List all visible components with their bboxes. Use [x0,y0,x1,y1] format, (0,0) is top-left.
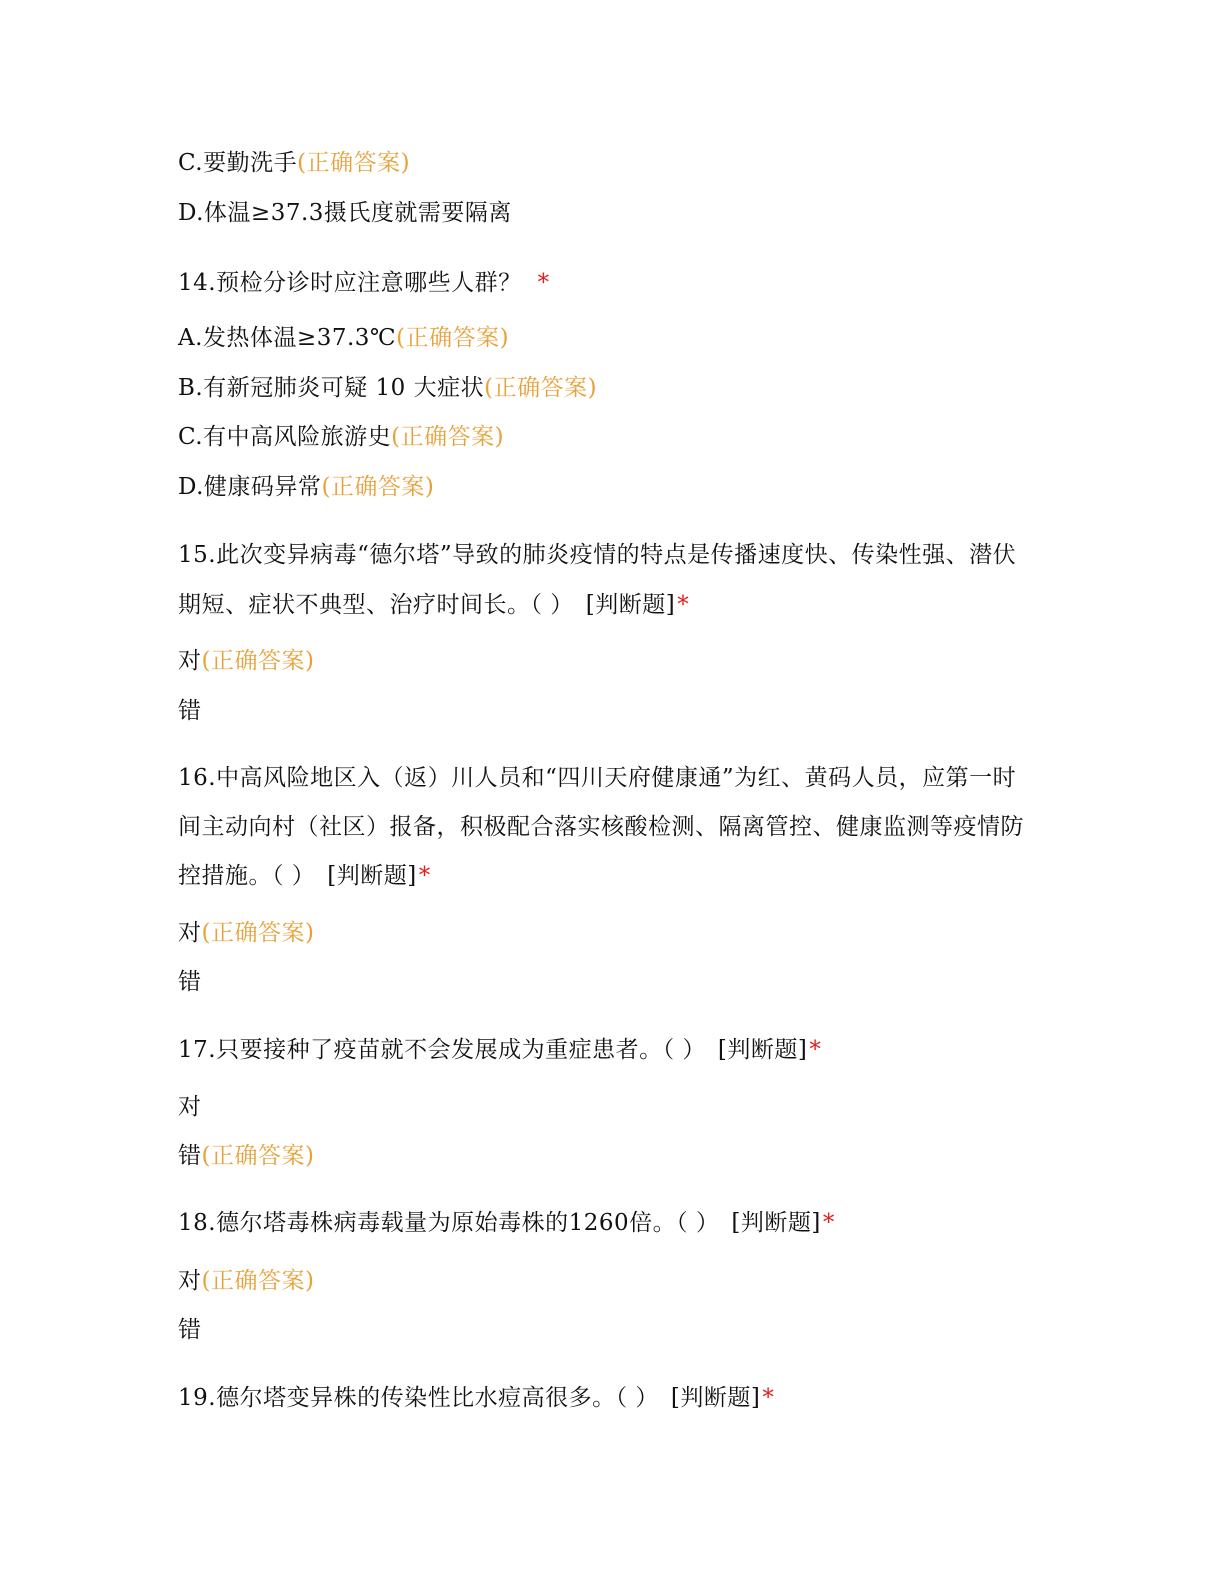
option-text: A.发热体温≥37.3℃ [178,325,397,351]
option-q14-a [178,323,509,353]
question-text: 期短、症状不典型、治疗时间长。（ ） [判断题] [178,592,676,618]
option-q17-true [178,1092,202,1122]
question-16-line-1 [178,763,1016,793]
question-text: 19.德尔塔变异株的传染性比水痘高很多。（ ） [判断题] [178,1385,761,1411]
required-mark: * [418,863,431,889]
question-text: 14.预检分诊时应注意哪些人群？ [178,270,522,296]
question-text: 15.此次变异病毒“德尔塔”导致的肺炎疫情的特点是传播速度快、传染性强、潜伏 [178,542,1017,568]
question-19 [178,1383,774,1413]
option-q18-false [178,1315,202,1345]
option-q14-d [178,472,434,502]
option-q16-false [178,967,202,997]
option-text: D.健康码异常 [178,474,322,500]
correct-answer-tag: (正确答案) [201,1268,315,1294]
option-q17-false [178,1141,314,1171]
option-q15-true [178,646,314,676]
option-q14-b [178,373,597,403]
correct-answer-tag: (正确答案) [484,375,598,401]
correct-answer-tag: (正确答案) [201,648,315,674]
option-text: 对 [178,1094,202,1120]
question-16-line-3 [178,861,431,891]
option-q13-c [178,148,410,178]
question-text: 16.中高风险地区入（返）川人员和“四川天府健康通”为红、黄码人员，应第一时 [178,765,1017,791]
option-q13-d [178,198,512,228]
correct-answer-tag: (正确答案) [297,150,411,176]
correct-answer-tag: (正确答案) [201,920,315,946]
question-14 [178,268,550,298]
question-15-line-2 [178,590,689,620]
required-mark: * [809,1037,822,1063]
correct-answer-tag: (正确答案) [396,325,510,351]
required-mark: * [762,1385,775,1411]
question-text: 间主动向村（社区）报备，积极配合落实核酸检测、隔离管控、健康监测等疫情防 [178,814,1024,840]
option-text: 错 [178,698,202,724]
question-18 [178,1208,835,1238]
required-mark: * [822,1210,835,1236]
correct-answer-tag: (正确答案) [321,474,435,500]
option-text: C.有中高风险旅游史 [178,424,392,450]
option-q14-c [178,422,504,452]
option-text: 对 [178,648,202,674]
option-text: C.要勤洗手 [178,150,298,176]
question-16-line-2 [178,812,1024,842]
correct-answer-tag: (正确答案) [201,1143,315,1169]
question-15-line-1 [178,540,1016,570]
question-text: 18.德尔塔毒株病毒载量为原始毒株的1260倍。（ ） [判断题] [178,1210,821,1236]
question-text: 控措施。（ ） [判断题] [178,863,417,889]
required-mark: * [537,270,550,296]
correct-answer-tag: (正确答案) [391,424,505,450]
option-text: D.体温≥37.3摄氏度就需要隔离 [178,200,512,226]
option-text: 对 [178,1268,202,1294]
option-text: 错 [178,969,202,995]
option-q15-false [178,696,202,726]
option-text: B.有新冠肺炎可疑 10 大症状 [178,375,485,401]
question-17 [178,1035,821,1065]
option-q16-true [178,918,314,948]
option-text: 错 [178,1317,202,1343]
option-q18-true [178,1266,314,1296]
required-mark: * [677,592,690,618]
question-text: 17.只要接种了疫苗就不会发展成为重症患者。（ ） [判断题] [178,1037,808,1063]
option-text: 对 [178,920,202,946]
option-text: 错 [178,1143,202,1169]
